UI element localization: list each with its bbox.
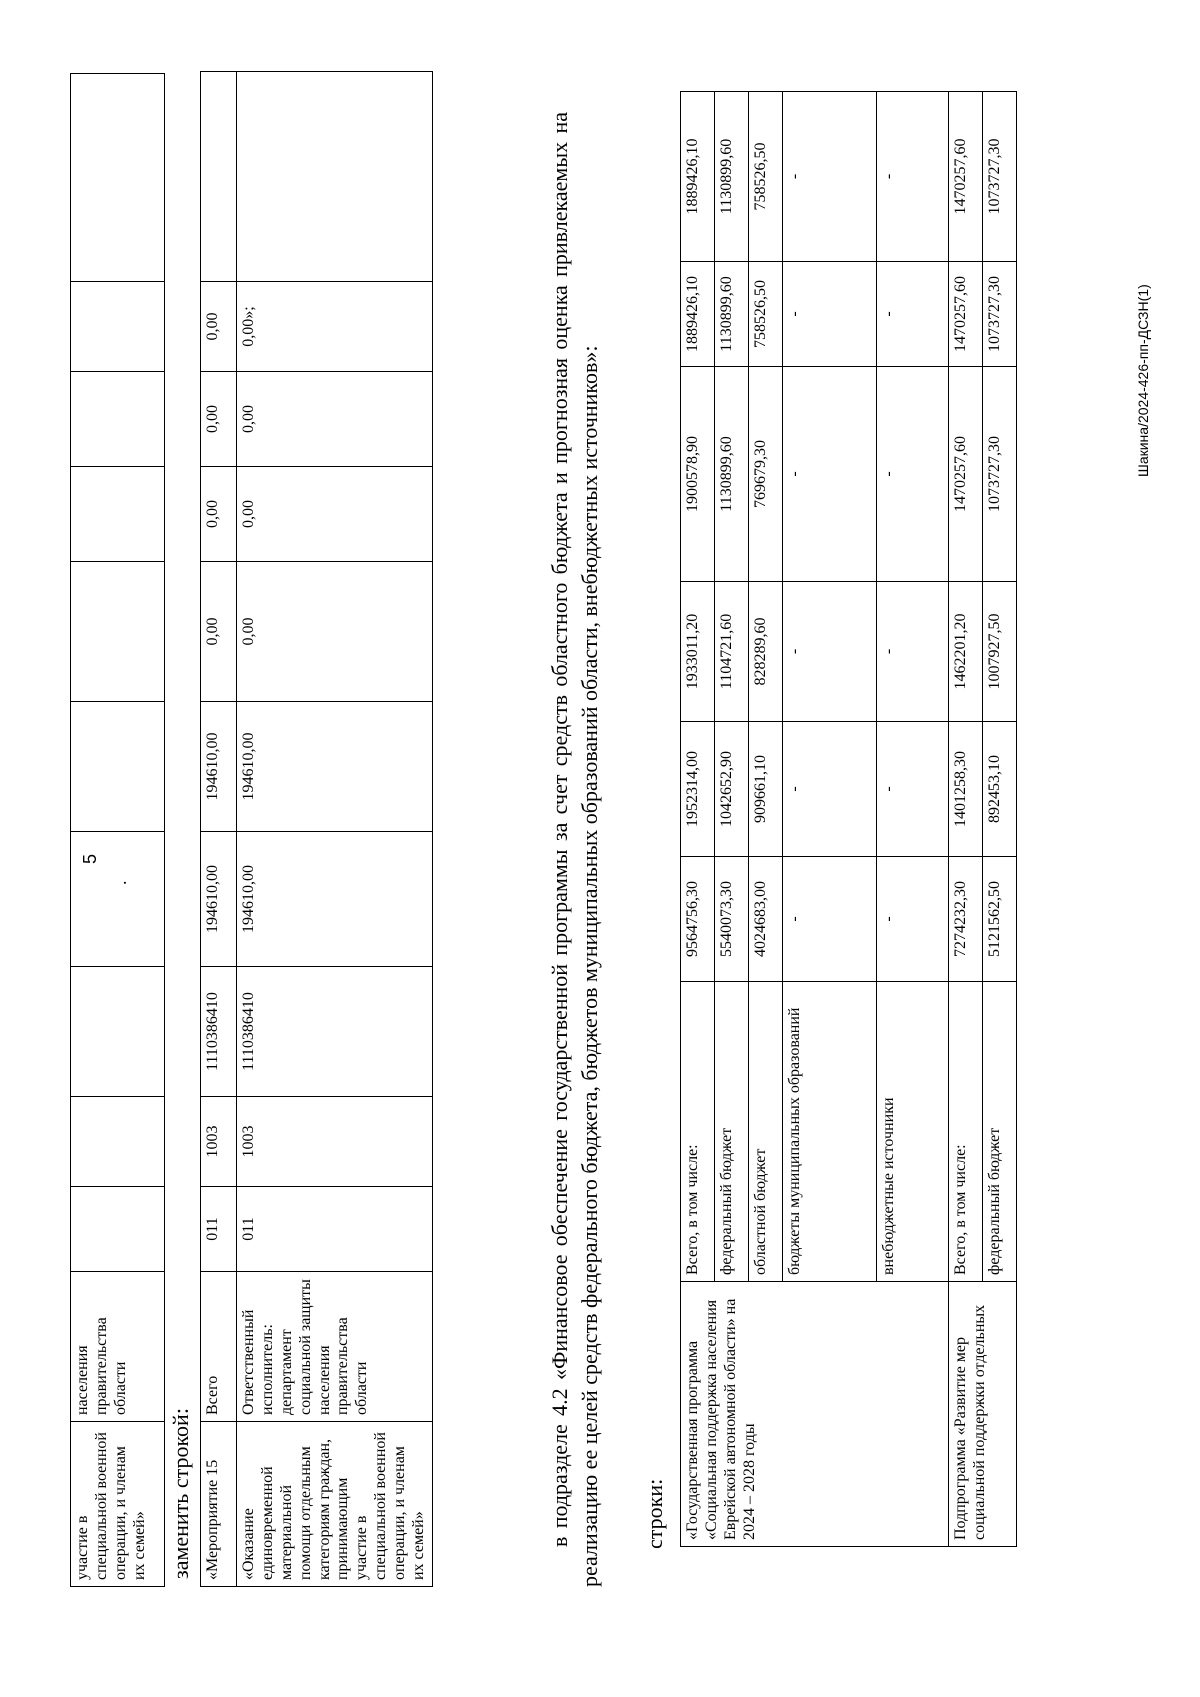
- value-cell: -: [877, 91, 949, 261]
- scan-dot: .: [110, 880, 130, 885]
- value-cell: 0,00: [201, 562, 237, 702]
- source-cell: областной бюджет: [749, 981, 783, 1281]
- value-cell: -: [783, 366, 877, 581]
- value-cell: 1933011,20: [681, 581, 715, 721]
- value-cell: -: [783, 91, 877, 261]
- value-cell: -: [877, 856, 949, 981]
- top-table-row: [71, 74, 165, 1587]
- measure-title-cell: «Мероприятие 15: [201, 1422, 237, 1587]
- value-cell: 0,00: [237, 562, 433, 702]
- value-cell: 1900578,90: [681, 366, 715, 581]
- document-code: Шакина/2024-426-пп-ДСЗН(1): [1135, 284, 1151, 477]
- empty-cell: [71, 1097, 165, 1187]
- program-name-cell: «Государственная программа «Социальная поддержка населения Еврейской автономной области» на 2024 – 2028 годы: [681, 1282, 949, 1547]
- value-cell: 1889426,10: [681, 91, 715, 261]
- value-cell: 7274232,30: [949, 856, 983, 981]
- value-cell: 909661,10: [749, 721, 783, 856]
- value-cell: 9564756,30: [681, 856, 715, 981]
- value-cell: 1073727,30: [983, 366, 1017, 581]
- empty-cell: [71, 74, 165, 282]
- value-cell: 769679,30: [749, 366, 783, 581]
- empty-cell: [71, 562, 165, 702]
- value-cell: 194610,00: [237, 702, 433, 832]
- paragraph-text: в подразделе 4.2 «Финансовое обеспечение государственной программы за счет средств областного бюджета и прогнозная оценка привлекаемых на реализацию ее целей средств федерального бюджета, бюджетов муниципальных образований области, внебюджетных источников»:: [547, 112, 602, 1587]
- value-cell: 5121562,50: [983, 856, 1017, 981]
- value-cell: 0,00: [201, 372, 237, 467]
- value-cell: -: [783, 261, 877, 366]
- value-cell: 1470257,60: [949, 91, 983, 261]
- value-cell: 1073727,30: [983, 91, 1017, 261]
- value-cell: 0,00: [237, 372, 433, 467]
- empty-cell: [201, 72, 237, 282]
- replacement-table: [200, 71, 433, 1587]
- value-cell: 0,00: [237, 467, 433, 562]
- source-cell: Всего, в том числе:: [949, 981, 983, 1281]
- value-cell: -: [877, 366, 949, 581]
- value-cell: 1104721,60: [715, 581, 749, 721]
- grbs-cell: 011: [237, 1187, 433, 1272]
- source-cell: бюджеты муниципальных образований: [783, 981, 877, 1281]
- source-cell: федеральный бюджет: [715, 981, 749, 1281]
- finance-table: [680, 91, 1017, 1547]
- table-row: [681, 91, 715, 1546]
- value-cell: 1952314,00: [681, 721, 715, 856]
- value-cell: 1462201,20: [949, 581, 983, 721]
- csr-cell: 1110386410: [201, 967, 237, 1097]
- empty-cell: [71, 967, 165, 1097]
- empty-cell: [71, 832, 165, 967]
- value-cell: 194610,00: [237, 832, 433, 967]
- replace-label: заменить строкой:: [168, 1408, 193, 1579]
- top-table: [70, 73, 165, 1587]
- value-cell: 1470257,60: [949, 366, 983, 581]
- csr-cell: 1110386410: [237, 967, 433, 1097]
- empty-cell: [71, 372, 165, 467]
- value-cell: 828289,60: [749, 581, 783, 721]
- grbs-cell: 011: [201, 1187, 237, 1272]
- value-cell: 1889426,10: [681, 261, 715, 366]
- value-cell: -: [783, 721, 877, 856]
- empty-cell: [71, 467, 165, 562]
- value-cell: 0,00: [201, 282, 237, 372]
- value-cell: 0,00»;: [237, 282, 433, 372]
- value-cell: 892453,10: [983, 721, 1017, 856]
- empty-cell: [71, 702, 165, 832]
- table-row: [237, 72, 433, 1587]
- source-cell: федеральный бюджет: [983, 981, 1017, 1281]
- value-cell: -: [877, 721, 949, 856]
- executor-cell: Всего: [201, 1272, 237, 1422]
- value-cell: 1073727,30: [983, 261, 1017, 366]
- value-cell: 5540073,30: [715, 856, 749, 981]
- measure-description-cell: «Оказание единовременной материальной помощи отдельным категориям граждан, принимающим участие в специальной военной операции, и членам их семей»: [237, 1422, 433, 1587]
- empty-cell: [71, 282, 165, 372]
- value-cell: 1042652,90: [715, 721, 749, 856]
- subsection-paragraph: [545, 112, 605, 1587]
- value-cell: 1130899,60: [715, 261, 749, 366]
- empty-cell: [237, 72, 433, 282]
- top-table-name-cell: участие в специальной военной операции, и членам их семей»: [71, 1422, 165, 1587]
- source-cell: внебюджетные источники: [877, 981, 949, 1281]
- value-cell: 1401258,30: [949, 721, 983, 856]
- source-cell: Всего, в том числе:: [681, 981, 715, 1281]
- value-cell: 194610,00: [201, 702, 237, 832]
- value-cell: 1470257,60: [949, 261, 983, 366]
- top-table-executor-cell: населения правительства области: [71, 1272, 165, 1422]
- page-number: 5: [80, 854, 100, 865]
- value-cell: 0,00: [201, 467, 237, 562]
- value-cell: 758526,50: [749, 261, 783, 366]
- rz-pr-cell: 1003: [201, 1097, 237, 1187]
- subprogram-name-cell: Подпрограмма «Развитие мер социальной поддержки отдельных: [949, 1282, 1017, 1547]
- value-cell: 1007927,50: [983, 581, 1017, 721]
- value-cell: 758526,50: [749, 91, 783, 261]
- value-cell: -: [877, 581, 949, 721]
- table-row: [949, 91, 983, 1546]
- value-cell: -: [783, 856, 877, 981]
- value-cell: 4024683,00: [749, 856, 783, 981]
- empty-cell: [71, 1187, 165, 1272]
- value-cell: -: [877, 261, 949, 366]
- executor-cell: Ответственный исполнитель: департамент социальной защиты населения правительства области: [237, 1272, 433, 1422]
- table-row: [201, 72, 237, 1587]
- rz-pr-cell: 1003: [237, 1097, 433, 1187]
- rows-label: строки:: [642, 1478, 667, 1549]
- value-cell: 194610,00: [201, 832, 237, 967]
- value-cell: -: [783, 581, 877, 721]
- value-cell: 1130899,60: [715, 366, 749, 581]
- value-cell: 1130899,60: [715, 91, 749, 261]
